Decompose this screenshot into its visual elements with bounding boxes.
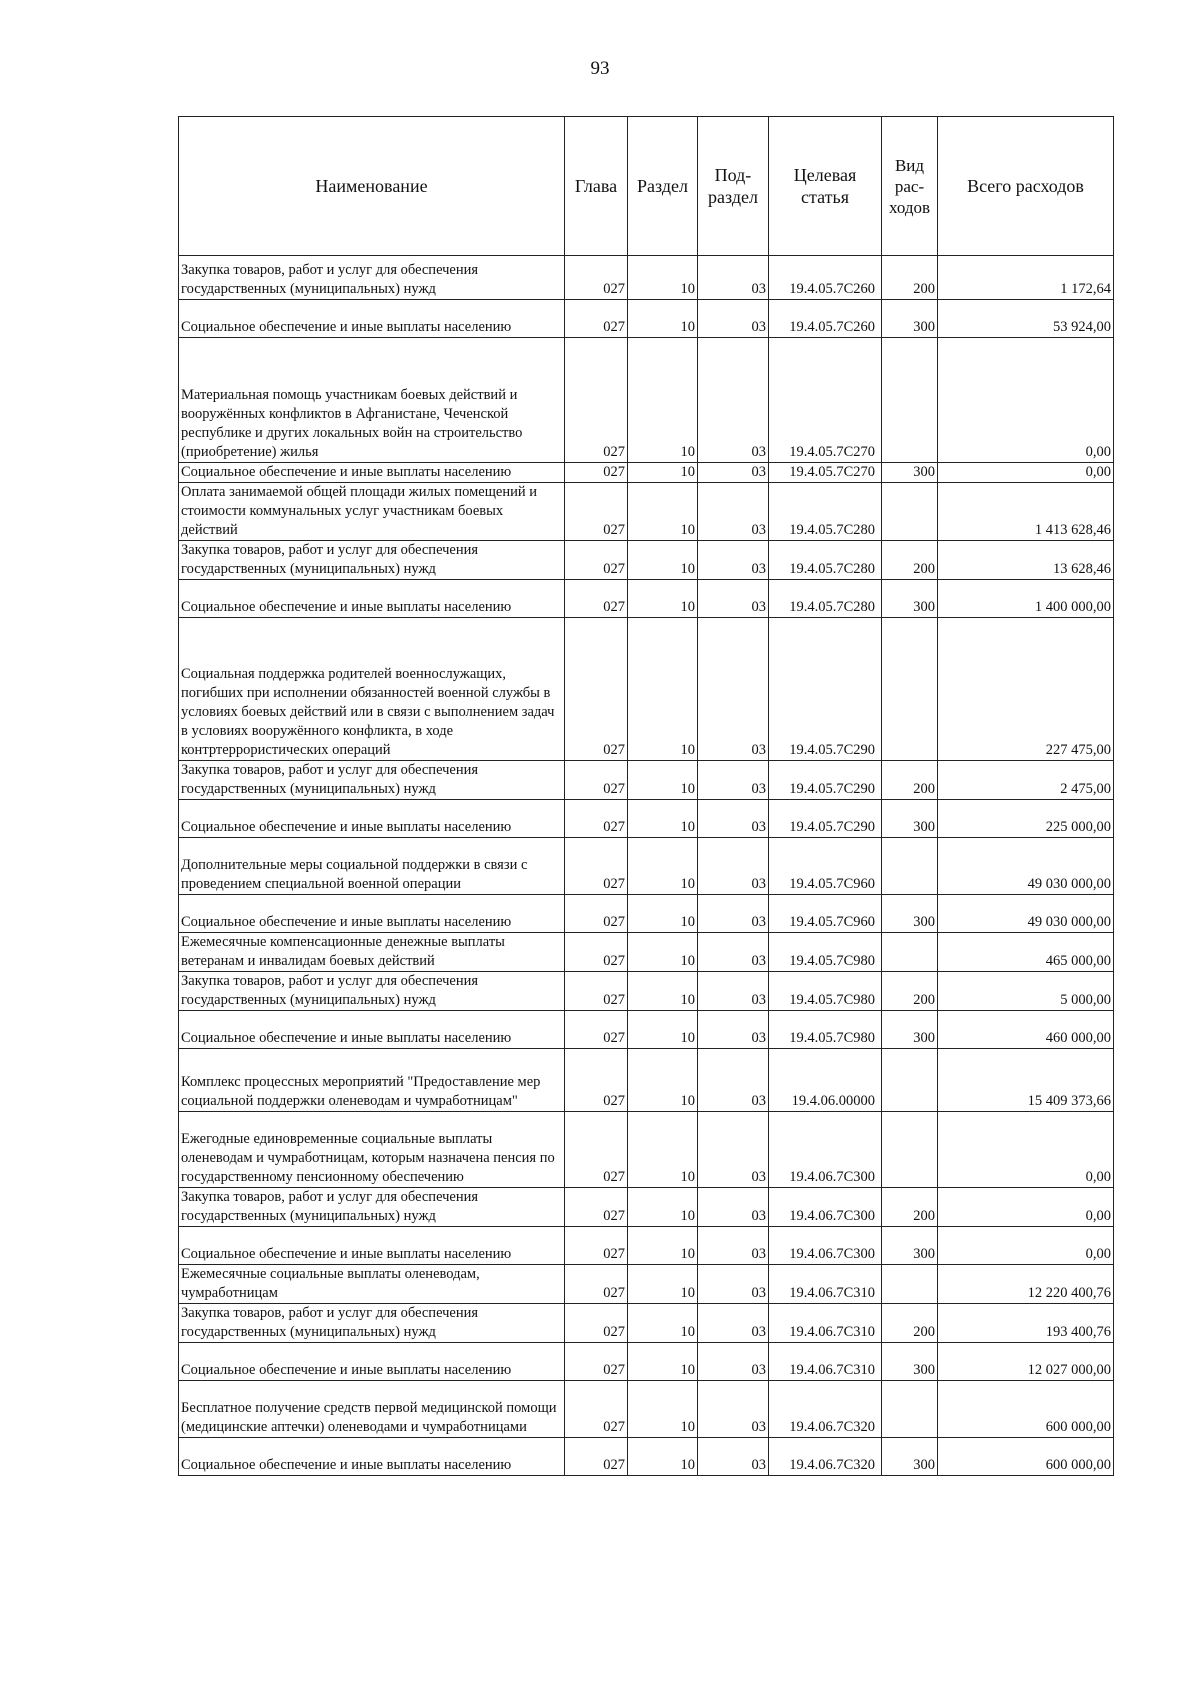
- row-name: Социальное обеспечение и иные выплаты населению: [179, 1227, 565, 1265]
- row-name: Закупка товаров, работ и услуг для обеспечения государственных (муниципальных) нужд: [179, 541, 565, 580]
- row-total: 225 000,00: [938, 800, 1114, 838]
- row-subsection: 03: [698, 761, 769, 800]
- row-target: 19.4.05.7С270: [769, 463, 882, 483]
- row-section: 10: [628, 1265, 698, 1304]
- row-expense-type: [882, 838, 938, 895]
- row-chapter: 027: [565, 1304, 628, 1343]
- row-total: 465 000,00: [938, 933, 1114, 972]
- row-subsection: 03: [698, 580, 769, 618]
- table-row: [179, 618, 1114, 761]
- row-section: 10: [628, 1438, 698, 1476]
- row-name: Закупка товаров, работ и услуг для обеспечения государственных (муниципальных) нужд: [179, 1304, 565, 1343]
- row-subsection: 03: [698, 838, 769, 895]
- row-target: 19.4.05.7С280: [769, 580, 882, 618]
- row-target: 19.4.05.7С260: [769, 256, 882, 300]
- row-subsection: 03: [698, 463, 769, 483]
- row-chapter: 027: [565, 1343, 628, 1381]
- row-section: 10: [628, 800, 698, 838]
- row-subsection: 03: [698, 1188, 769, 1227]
- row-expense-type: 300: [882, 580, 938, 618]
- table-row: [179, 1188, 1114, 1227]
- row-total: 15 409 373,66: [938, 1049, 1114, 1112]
- row-total: 193 400,76: [938, 1304, 1114, 1343]
- row-expense-type: [882, 1112, 938, 1188]
- table-row: [179, 1343, 1114, 1381]
- row-target: 19.4.06.7С310: [769, 1343, 882, 1381]
- row-chapter: 027: [565, 838, 628, 895]
- row-total: 460 000,00: [938, 1011, 1114, 1049]
- row-section: 10: [628, 541, 698, 580]
- row-expense-type: 300: [882, 1011, 938, 1049]
- row-target: 19.4.05.7С280: [769, 483, 882, 541]
- row-target: 19.4.06.00000: [769, 1049, 882, 1112]
- row-subsection: 03: [698, 1265, 769, 1304]
- table-row: [179, 1112, 1114, 1188]
- row-total: 12 220 400,76: [938, 1265, 1114, 1304]
- table-row: [179, 895, 1114, 933]
- row-expense-type: 200: [882, 761, 938, 800]
- table-row: [179, 580, 1114, 618]
- row-subsection: 03: [698, 895, 769, 933]
- row-subsection: 03: [698, 1011, 769, 1049]
- row-total: 49 030 000,00: [938, 838, 1114, 895]
- row-total: 600 000,00: [938, 1381, 1114, 1438]
- row-target: 19.4.05.7С980: [769, 933, 882, 972]
- row-expense-type: [882, 483, 938, 541]
- row-chapter: 027: [565, 580, 628, 618]
- row-total: 2 475,00: [938, 761, 1114, 800]
- row-total: 5 000,00: [938, 972, 1114, 1011]
- row-total: 1 400 000,00: [938, 580, 1114, 618]
- row-subsection: 03: [698, 300, 769, 338]
- row-target: 19.4.05.7С290: [769, 761, 882, 800]
- row-expense-type: 300: [882, 1438, 938, 1476]
- row-expense-type: [882, 338, 938, 463]
- row-section: 10: [628, 300, 698, 338]
- row-section: 10: [628, 1381, 698, 1438]
- row-total: 1 413 628,46: [938, 483, 1114, 541]
- row-subsection: 03: [698, 1381, 769, 1438]
- table-header-row: [179, 117, 1114, 256]
- row-chapter: 027: [565, 1381, 628, 1438]
- row-total: 12 027 000,00: [938, 1343, 1114, 1381]
- row-name: Социальное обеспечение и иные выплаты населению: [179, 895, 565, 933]
- row-name: Оплата занимаемой общей площади жилых помещений и стоимости коммунальных услуг участникам боевых действий: [179, 483, 565, 541]
- header-name: Наименование: [179, 117, 565, 256]
- header-section: Раздел: [628, 117, 698, 256]
- row-target: 19.4.05.7С280: [769, 541, 882, 580]
- row-section: 10: [628, 933, 698, 972]
- row-name: Социальное обеспечение и иные выплаты населению: [179, 1438, 565, 1476]
- row-name: Социальное обеспечение и иные выплаты населению: [179, 463, 565, 483]
- row-chapter: 027: [565, 1227, 628, 1265]
- row-section: 10: [628, 338, 698, 463]
- row-chapter: 027: [565, 1011, 628, 1049]
- table-row: [179, 761, 1114, 800]
- row-section: 10: [628, 972, 698, 1011]
- row-subsection: 03: [698, 338, 769, 463]
- row-total: 49 030 000,00: [938, 895, 1114, 933]
- row-chapter: 027: [565, 541, 628, 580]
- row-subsection: 03: [698, 1343, 769, 1381]
- row-section: 10: [628, 838, 698, 895]
- row-chapter: 027: [565, 483, 628, 541]
- row-subsection: 03: [698, 1227, 769, 1265]
- row-section: 10: [628, 1227, 698, 1265]
- row-section: 10: [628, 1304, 698, 1343]
- row-expense-type: 200: [882, 972, 938, 1011]
- row-name: Социальное обеспечение и иные выплаты населению: [179, 580, 565, 618]
- row-target: 19.4.05.7С960: [769, 838, 882, 895]
- row-expense-type: 300: [882, 1343, 938, 1381]
- row-chapter: 027: [565, 300, 628, 338]
- row-name: Социальное обеспечение и иные выплаты населению: [179, 800, 565, 838]
- row-target: 19.4.05.7С260: [769, 300, 882, 338]
- table-row: [179, 300, 1114, 338]
- row-subsection: 03: [698, 933, 769, 972]
- row-subsection: 03: [698, 483, 769, 541]
- row-chapter: 027: [565, 463, 628, 483]
- row-chapter: 027: [565, 256, 628, 300]
- row-subsection: 03: [698, 1112, 769, 1188]
- row-name: Комплекс процессных мероприятий "Предоставление мер социальной поддержки оленеводам и чумработницам": [179, 1049, 565, 1112]
- header-subsection: Под- раздел: [698, 117, 769, 256]
- row-expense-type: [882, 933, 938, 972]
- row-expense-type: 200: [882, 541, 938, 580]
- row-chapter: 027: [565, 933, 628, 972]
- row-chapter: 027: [565, 800, 628, 838]
- row-chapter: 027: [565, 895, 628, 933]
- row-name: Социальное обеспечение и иные выплаты населению: [179, 1011, 565, 1049]
- row-name: Бесплатное получение средств первой медицинской помощи (медицинские аптечки) оленеводами и чумработницами: [179, 1381, 565, 1438]
- header-chapter: Глава: [565, 117, 628, 256]
- row-target: 19.4.06.7С320: [769, 1381, 882, 1438]
- row-expense-type: 200: [882, 256, 938, 300]
- row-target: 19.4.05.7С290: [769, 618, 882, 761]
- row-target: 19.4.05.7С980: [769, 972, 882, 1011]
- row-total: 0,00: [938, 1188, 1114, 1227]
- table-row: [179, 1011, 1114, 1049]
- row-name: Социальное обеспечение и иные выплаты населению: [179, 300, 565, 338]
- header-target: Целевая статья: [769, 117, 882, 256]
- row-total: 600 000,00: [938, 1438, 1114, 1476]
- row-chapter: 027: [565, 1049, 628, 1112]
- row-section: 10: [628, 1112, 698, 1188]
- table-row: [179, 1227, 1114, 1265]
- row-chapter: 027: [565, 1112, 628, 1188]
- row-target: 19.4.05.7С980: [769, 1011, 882, 1049]
- row-total: 53 924,00: [938, 300, 1114, 338]
- table-row: [179, 1381, 1114, 1438]
- row-subsection: 03: [698, 972, 769, 1011]
- table-row: [179, 1438, 1114, 1476]
- table-row: [179, 1304, 1114, 1343]
- row-name: Закупка товаров, работ и услуг для обеспечения государственных (муниципальных) нужд: [179, 1188, 565, 1227]
- row-name: Материальная помощь участникам боевых действий и вооружённых конфликтов в Афганистане, Чеченской республике и других локальных войн на строительство (приобретение) жилья: [179, 338, 565, 463]
- row-section: 10: [628, 580, 698, 618]
- row-section: 10: [628, 895, 698, 933]
- row-target: 19.4.05.7С270: [769, 338, 882, 463]
- row-expense-type: 300: [882, 463, 938, 483]
- row-total: 0,00: [938, 463, 1114, 483]
- row-name: Закупка товаров, работ и услуг для обеспечения государственных (муниципальных) нужд: [179, 972, 565, 1011]
- budget-table: [178, 116, 1114, 1476]
- row-section: 10: [628, 1011, 698, 1049]
- row-subsection: 03: [698, 1049, 769, 1112]
- table-row: [179, 800, 1114, 838]
- row-name: Ежемесячные социальные выплаты оленеводам, чумработницам: [179, 1265, 565, 1304]
- row-total: 227 475,00: [938, 618, 1114, 761]
- table-row: [179, 1265, 1114, 1304]
- row-expense-type: 300: [882, 895, 938, 933]
- row-section: 10: [628, 483, 698, 541]
- row-subsection: 03: [698, 800, 769, 838]
- row-name: Закупка товаров, работ и услуг для обеспечения государственных (муниципальных) нужд: [179, 761, 565, 800]
- row-expense-type: [882, 1265, 938, 1304]
- row-chapter: 027: [565, 1438, 628, 1476]
- row-subsection: 03: [698, 541, 769, 580]
- table-row: [179, 933, 1114, 972]
- row-expense-type: 300: [882, 300, 938, 338]
- row-section: 10: [628, 618, 698, 761]
- table-row: [179, 541, 1114, 580]
- row-total: 0,00: [938, 1112, 1114, 1188]
- row-section: 10: [628, 761, 698, 800]
- row-target: 19.4.06.7С300: [769, 1227, 882, 1265]
- row-total: 1 172,64: [938, 256, 1114, 300]
- row-subsection: 03: [698, 256, 769, 300]
- header-total: Всего расходов: [938, 117, 1114, 256]
- table-row: [179, 1049, 1114, 1112]
- row-chapter: 027: [565, 1265, 628, 1304]
- row-section: 10: [628, 1343, 698, 1381]
- row-target: 19.4.05.7С960: [769, 895, 882, 933]
- row-expense-type: [882, 1381, 938, 1438]
- row-chapter: 027: [565, 338, 628, 463]
- row-chapter: 027: [565, 618, 628, 761]
- row-section: 10: [628, 256, 698, 300]
- table-row: [179, 338, 1114, 463]
- row-total: 0,00: [938, 1227, 1114, 1265]
- table-row: [179, 256, 1114, 300]
- row-expense-type: 300: [882, 1227, 938, 1265]
- row-subsection: 03: [698, 1304, 769, 1343]
- table-row: [179, 483, 1114, 541]
- row-chapter: 027: [565, 1188, 628, 1227]
- table-row: [179, 463, 1114, 483]
- row-name: Социальная поддержка родителей военнослужащих, погибших при исполнении обязанностей военной службы в условиях боевых действий или в связи с выполнением задач в условиях вооружённого конфликта, в ходе контртеррористических операций: [179, 618, 565, 761]
- table-row: [179, 972, 1114, 1011]
- row-chapter: 027: [565, 761, 628, 800]
- row-target: 19.4.05.7С290: [769, 800, 882, 838]
- table-row: [179, 838, 1114, 895]
- row-total: 13 628,46: [938, 541, 1114, 580]
- header-expense-type: Вид рас- ходов: [882, 117, 938, 256]
- row-expense-type: [882, 618, 938, 761]
- row-section: 10: [628, 463, 698, 483]
- row-section: 10: [628, 1049, 698, 1112]
- row-expense-type: 200: [882, 1188, 938, 1227]
- page-number: 93: [590, 58, 610, 79]
- row-subsection: 03: [698, 618, 769, 761]
- row-expense-type: 300: [882, 800, 938, 838]
- row-section: 10: [628, 1188, 698, 1227]
- row-name: Ежегодные единовременные социальные выплаты оленеводам и чумработницам, которым назначена пенсия по государственному пенсионному обеспечению: [179, 1112, 565, 1188]
- row-target: 19.4.06.7С320: [769, 1438, 882, 1476]
- table-body: [179, 256, 1114, 1476]
- row-target: 19.4.06.7С310: [769, 1304, 882, 1343]
- row-chapter: 027: [565, 972, 628, 1011]
- row-total: 0,00: [938, 338, 1114, 463]
- row-name: Социальное обеспечение и иные выплаты населению: [179, 1343, 565, 1381]
- row-expense-type: 200: [882, 1304, 938, 1343]
- row-name: Закупка товаров, работ и услуг для обеспечения государственных (муниципальных) нужд: [179, 256, 565, 300]
- row-target: 19.4.06.7С300: [769, 1112, 882, 1188]
- row-expense-type: [882, 1049, 938, 1112]
- row-target: 19.4.06.7С300: [769, 1188, 882, 1227]
- row-name: Дополнительные меры социальной поддержки в связи с проведением специальной военной операции: [179, 838, 565, 895]
- row-subsection: 03: [698, 1438, 769, 1476]
- row-target: 19.4.06.7С310: [769, 1265, 882, 1304]
- row-name: Ежемесячные компенсационные денежные выплаты ветеранам и инвалидам боевых действий: [179, 933, 565, 972]
